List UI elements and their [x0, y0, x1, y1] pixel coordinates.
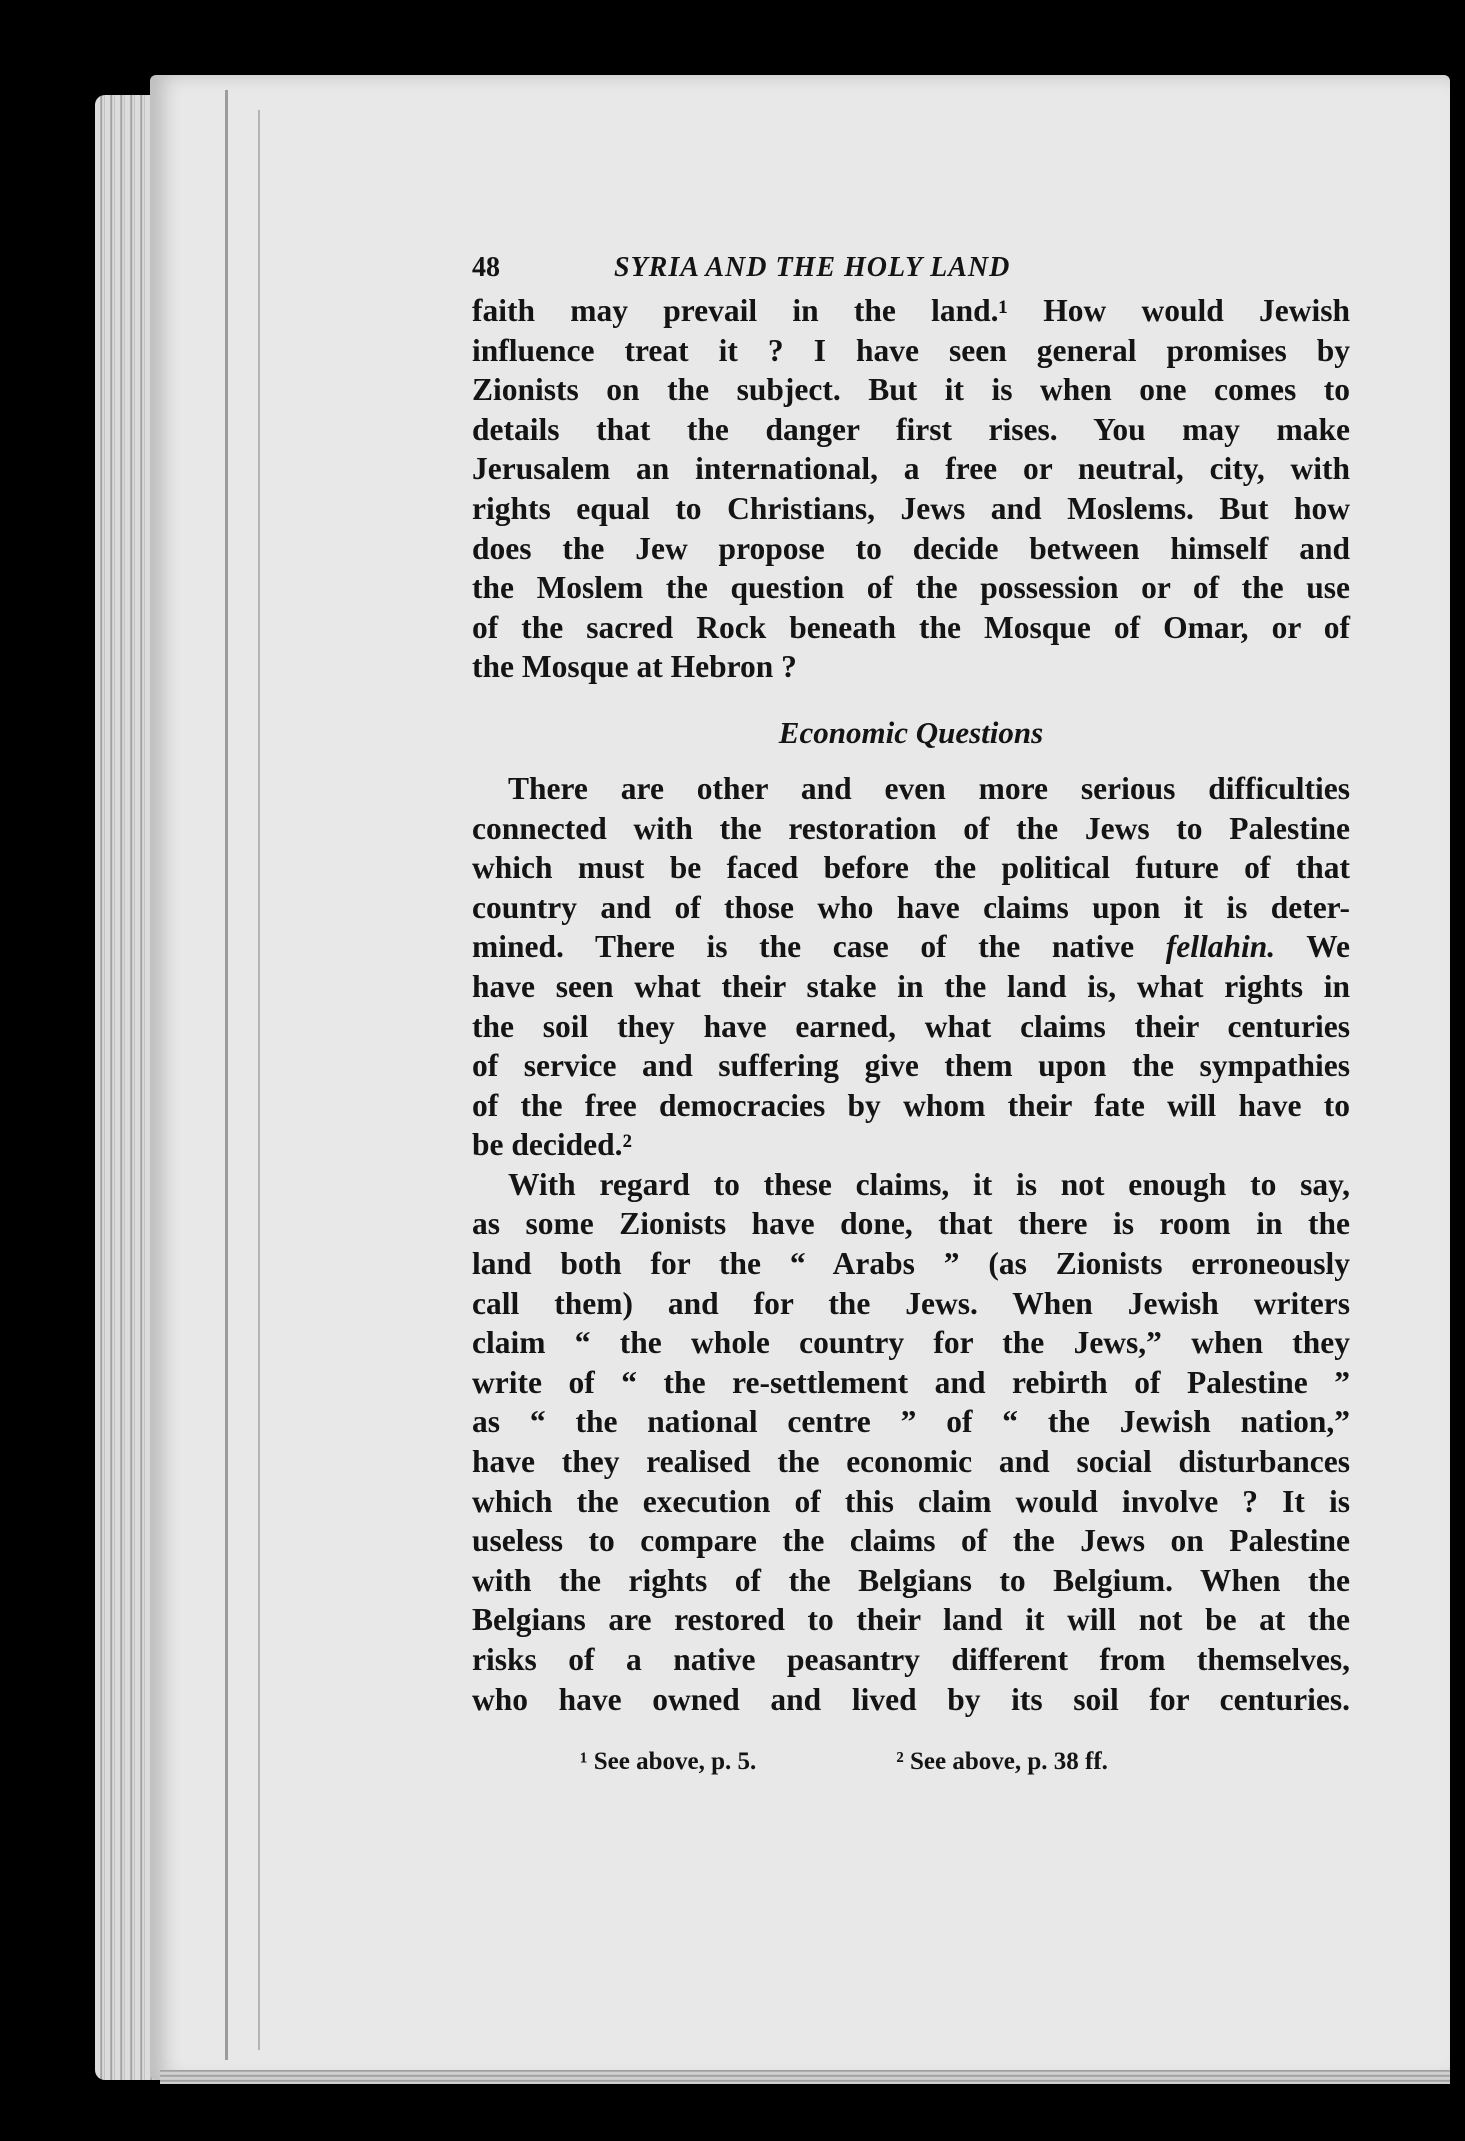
text-line: as some Zionists have done, that there is room in the [472, 1206, 1350, 1242]
italic-term: fellahin. [1165, 929, 1276, 965]
text-line: which must be faced before the political future of that [472, 850, 1350, 886]
gutter-line [225, 90, 228, 2060]
text-line: call them) and for the Jews. When Jewish writers [472, 1285, 1350, 1321]
page-bottom-edge [160, 2070, 1450, 2084]
text-line: be decided.² [472, 1127, 632, 1163]
text-line: of the sacred Rock beneath the Mosque of Omar, or of [472, 609, 1350, 645]
text-line: does the Jew propose to decide between himself and [472, 530, 1350, 566]
text-line: with the rights of the Belgians to Belgium. When the [472, 1562, 1350, 1598]
running-head [472, 248, 1350, 288]
text-line: the soil they have earned, what claims their centuries [472, 1008, 1350, 1044]
paragraph-1 [472, 291, 1350, 687]
section-heading: Economic Questions [778, 714, 1044, 750]
paragraph-2 [472, 769, 1350, 1165]
footnote-2: ² See above, p. 38 ff. [896, 1748, 1108, 1776]
footnotes [472, 1745, 1350, 1779]
text-line: With regard to these claims, it is not enough to say, [508, 1166, 1350, 1202]
text-line: Zionists on the subject. But it is when one comes to [472, 372, 1350, 408]
text-segment: We [1275, 929, 1350, 965]
text-line: land both for the “ Arabs ” (as Zionists erroneously [472, 1246, 1350, 1282]
text-line: country and of those who have claims upon it is deter- [472, 889, 1350, 925]
footnote-1: ¹ See above, p. 5. [580, 1748, 757, 1776]
text-line: risks of a native peasantry different from themselves, [472, 1642, 1350, 1677]
text-line: details that the danger first rises. You may make [472, 411, 1350, 447]
text-line: influence treat it ? I have seen general promises by [472, 332, 1350, 368]
text-line: have they realised the economic and social disturbances [472, 1444, 1350, 1480]
text-line: have seen what their stake in the land is, what rights in [472, 968, 1350, 1004]
text-line: write of “ the re-settlement and rebirth of Palestine ” [472, 1364, 1350, 1400]
page-number: 48 [472, 252, 500, 283]
text-line: of service and suffering give them upon the sympathies [472, 1048, 1350, 1084]
text-line: There are other and even more serious difficulties [508, 770, 1350, 806]
text-line: the Moslem the question of the possession or of the use [472, 570, 1350, 606]
text-line: which the execution of this claim would involve ? It is [472, 1483, 1350, 1519]
text-line: of the free democracies by whom their fate will have to [472, 1087, 1350, 1123]
page-content [472, 248, 1350, 1779]
text-line: as “ the national centre ” of “ the Jewish nation,” [472, 1404, 1350, 1440]
text-line: Belgians are restored to their land it will not be at the [472, 1602, 1350, 1638]
text-line: faith may prevail in the land.¹ How would Jewish [472, 293, 1350, 328]
text-line: rights equal to Christians, Jews and Moslems. But how [472, 490, 1350, 526]
paragraph-3 [472, 1165, 1350, 1719]
text-line: who have owned and lived by its soil for centuries. [472, 1681, 1350, 1717]
text-line: the Mosque at Hebron ? [472, 649, 797, 685]
gutter-line-inner [258, 110, 260, 2050]
text-segment: mined. There is the case of the native [472, 929, 1166, 965]
text-line: claim “ the whole country for the Jews,” when they [472, 1325, 1350, 1361]
text-line-with-italic [472, 927, 1350, 967]
text-line: Jerusalem an international, a free or neutral, city, with [472, 451, 1350, 487]
running-title: SYRIA AND THE HOLY LAND [614, 252, 1011, 283]
text-line: useless to compare the claims of the Jews on Palestine [472, 1523, 1350, 1559]
text-line: connected with the restoration of the Jews to Palestine [472, 810, 1350, 846]
